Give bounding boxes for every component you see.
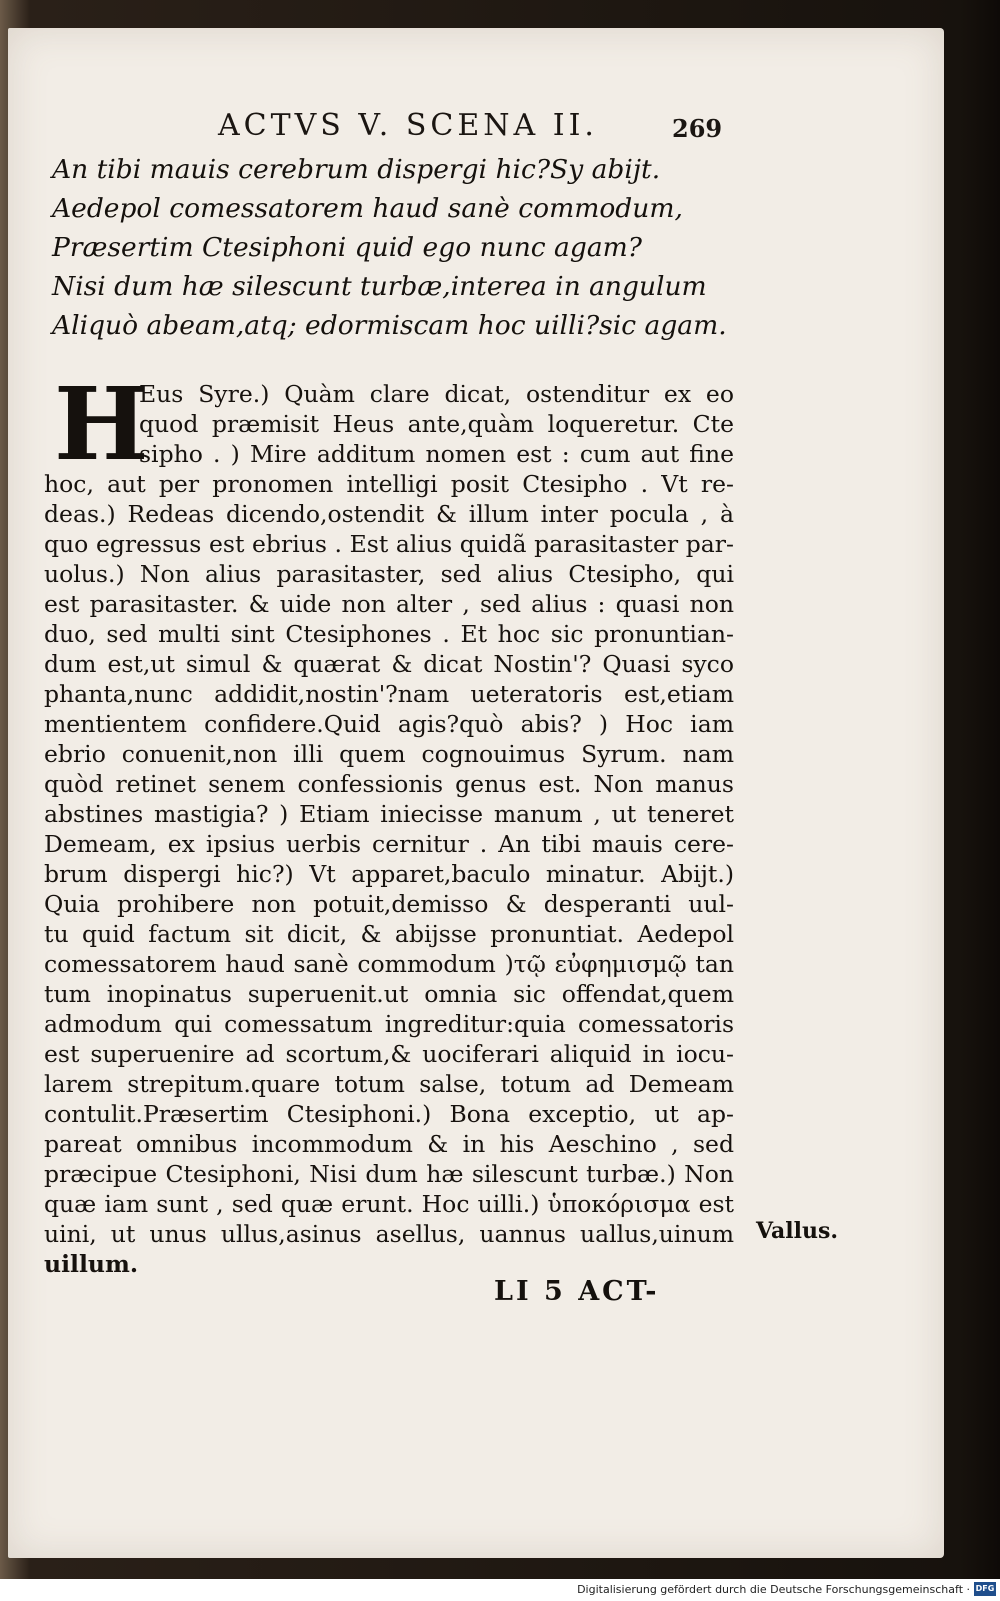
commentary-line: phanta,nunc addidit,nostin'?nam ueteratoris est,etiam	[44, 680, 734, 708]
catchword: LI 5 ACT-	[494, 1276, 660, 1307]
commentary-line: sipho . ) Mire additum nomen est : cum aut fine	[139, 440, 734, 468]
commentary-line: uini, ut unus ullus,asinus asellus, uannus uallus,uinum	[44, 1220, 734, 1248]
commentary-line: tu quid factum sit dicit, & abijsse pronuntiat. Aedepol	[44, 920, 734, 948]
margin-note: Vallus.	[756, 1218, 839, 1244]
commentary-line: præcipue Ctesiphoni, Nisi dum hæ silescunt turbæ.) Non	[44, 1160, 734, 1188]
commentary-line: ebrio conuenit,non illi quem cognouimus Syrum. nam	[44, 740, 734, 768]
drop-cap: H	[54, 365, 149, 483]
commentary-block	[44, 365, 734, 1279]
commentary-line: admodum qui comessatum ingreditur:quia comessatoris	[44, 1010, 734, 1038]
commentary-line: mentientem confidere.Quid agis?quò abis? ) Hoc iam	[44, 710, 734, 738]
verse-block	[52, 150, 727, 345]
commentary-line: quòd retinet senem confessionis genus est. Non manus	[44, 770, 734, 798]
commentary-line: comessatorem haud sanè commodum )τῷ εὐφημισμῷ tan	[44, 950, 734, 978]
commentary-line: est parasitaster. & uide non alter , sed alius : quasi non	[44, 590, 734, 618]
commentary-line: deas.) Redeas dicendo,ostendit & illum inter pocula , à	[44, 500, 734, 528]
running-head	[0, 108, 1000, 148]
commentary-line: duo, sed multi sint Ctesiphones . Et hoc sic pronuntian-	[44, 620, 734, 648]
commentary-line: Eus Syre.) Quàm clare dicat, ostenditur ex eo	[139, 380, 734, 408]
verse-line: Nisi dum hæ silescunt turbæ,interea in angulum	[52, 271, 707, 302]
commentary-line: brum dispergi hic?) Vt apparet,baculo minatur. Abijt.)	[44, 860, 734, 888]
commentary-line: quod præmisit Heus ante,quàm loqueretur. Cte	[139, 410, 734, 438]
commentary-line: Demeam, ex ipsius uerbis cernitur . An tibi mauis cere-	[44, 830, 734, 858]
running-title: ACTVS V. SCENA II.	[218, 108, 598, 143]
commentary-line: est superuenire ad scortum,& uociferari aliquid in iocu-	[44, 1040, 734, 1068]
commentary-line: quo egressus est ebrius . Est alius quidã parasitaster par-	[44, 530, 734, 558]
commentary-line: abstines mastigia? ) Etiam iniecisse manum , ut teneret	[44, 800, 734, 828]
commentary-line: uillum.	[44, 1250, 138, 1278]
verse-line: An tibi mauis cerebrum dispergi hic?Sy abijt.	[52, 154, 661, 185]
commentary-line: Quia prohibere non potuit,demisso & desperanti uul-	[44, 890, 734, 918]
commentary-line: pareat omnibus incommodum & in his Aeschino , sed	[44, 1130, 734, 1158]
digitization-footer	[0, 1579, 1000, 1601]
dfg-logo: DFG	[974, 1582, 996, 1596]
verse-line: Aliquò abeam,atq; edormiscam hoc uilli?sic agam.	[52, 310, 727, 341]
commentary-line: quæ iam sunt , sed quæ erunt. Hoc uilli.) ὑποκόρισμα est	[44, 1190, 734, 1218]
commentary-line: dum est,ut simul & quærat & dicat Nostin'? Quasi syco	[44, 650, 734, 678]
footer-credit: Digitalisierung gefördert durch die Deutsche Forschungsgemeinschaft ·	[577, 1583, 970, 1596]
verse-line: Præsertim Ctesiphoni quid ego nunc agam?	[52, 232, 642, 263]
page-number: 269	[672, 114, 723, 143]
commentary-line: contulit.Præsertim Ctesiphoni.) Bona exceptio, ut ap-	[44, 1100, 734, 1128]
commentary-line: larem strepitum.quare totum salse, totum ad Demeam	[44, 1070, 734, 1098]
commentary-line: hoc, aut per pronomen intelligi posit Ctesipho . Vt re-	[44, 470, 734, 498]
commentary-line: uolus.) Non alius parasitaster, sed alius Ctesipho, qui	[44, 560, 734, 588]
commentary-line: tum inopinatus superuenit.ut omnia sic offendat,quem	[44, 980, 734, 1008]
verse-line: Aedepol comessatorem haud sanè commodum,	[52, 193, 683, 224]
